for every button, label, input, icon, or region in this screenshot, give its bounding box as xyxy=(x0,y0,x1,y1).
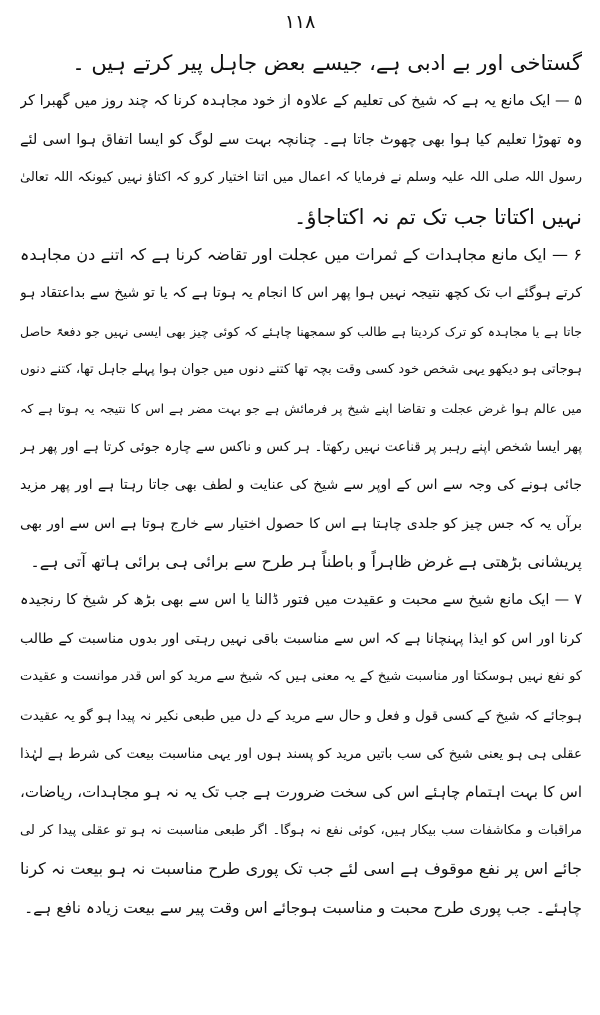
text-line: مراقبات و مکاشفات سب بیکار ہیں، کوئی نفع نہ ہوگا۔ اگر طبعی مناسبت نہ ہو تو عقلی پیدا کر لی xyxy=(20,822,582,838)
text-line: جائی ہونے کی وجہ سے اس کے اوپر سے شیخ کی عنایت و لطف بھی جاتا رہتا ہے اور پھر مزید xyxy=(20,477,582,494)
text-line: جاتا ہے یا مجاہدہ کو ترک کردیتا ہے طالب کو سمجھنا چاہئے کہ کوئی چیز بھی ایسی نہیں جو دفعۃً حاصل xyxy=(20,323,582,339)
text-line: کرنا اور اس کو ایذا پہنچانا ہے کہ اس سے مناسبت باقی نہیں رہتی اور بدوں مناسبت کے طالب xyxy=(20,630,582,647)
text-line: پریشانی بڑھتی ہے غرض ظاہراً و باطناً ہر طرح سے برائی ہی برائی ہاتھ آتی ہے۔ xyxy=(30,552,582,572)
body-text xyxy=(20,44,582,927)
text-line: ۷ — ایک مانع شیخ سے محبت و عقیدت میں فتور ڈالنا یا اس سے بھی بڑھ کر شیخ کا رنجیدہ xyxy=(20,592,582,609)
text-line: وہ تھوڑا تعلیم کیا ہوا بھی چھوٹ جاتا ہے۔ چنانچہ بہت سے لوگ کو ایسا اتفاق ہوا اسی لئے xyxy=(20,131,582,148)
text-line: ہوجاتی ہو دیکھو یہی شخص خود کسی وقت بچہ تھا کتنے دنوں میں جوان ہوا پہلے جاہل تھا، کتنے دنوں xyxy=(20,362,582,378)
text-line: برآں یہ کہ جس چیز کو جلدی چاہتا ہے اس کا حصول اختیار سے خارج ہوتا ہے اس سے اور بھی xyxy=(20,515,582,532)
text-line: چاہئے۔ جب پوری طرح محبت و مناسبت ہوجائے اس وقت پیر سے بیعت زیادہ نافع ہے۔ xyxy=(24,898,582,917)
page-number: ۱۱۸ xyxy=(284,11,316,33)
text-line: جائے اس پر نفع موقوف ہے اسی لئے جب تک پوری طرح مناسبت نہ ہو بیعت نہ کرنا xyxy=(20,859,582,879)
text-line: عقلی ہی ہو یعنی شیخ کی سب باتیں مرید کو پسند ہوں اور یہی مناسبت بیعت کی شرط ہے لہٰذا xyxy=(20,746,582,763)
text-line: ۶ — ایک مانع مجاہدات کے ثمرات میں عجلت اور تقاضہ کرنا ہے کہ اتنے دن مجاہدہ xyxy=(20,244,582,264)
text-line: میں عالم ہوا غرض عجلت و تقاضا اپنے شیخ پر فرمائش ہے جو بہت مضر ہے اس کا نتیجہ یہ ہوتا ہے کہ xyxy=(20,400,582,416)
text-line: ہوجائے کہ شیخ کے کسی قول و فعل و حال سے مرید کے دل میں طبعی نکیر نہ پیدا ہو گو یہ عقیدت xyxy=(20,707,582,724)
text-line: نہیں اکتاتا جب تک تم نہ اکتاجاؤ۔ xyxy=(294,204,582,229)
text-line: کرتے ہوگئے اب تک کچھ نتیجہ نہیں ہوا پھر اس کا انجام یہ ہوتا ہے کہ یا تو شیخ سے بداعتقاد ہو xyxy=(20,285,582,302)
text-line: رسول اللہ صلی اللہ علیہ وسلم نے فرمایا کہ اعمال میں اتنا اختیار کرو کہ اکتاؤ نہیں کیونکہ اللہ تعالیٰ xyxy=(20,170,582,186)
text-line: ۵ — ایک مانع یہ ہے کہ شیخ کی تعلیم کے علاوہ از خود مجاہدہ کرنا کہ چند روز میں گھبرا کر xyxy=(20,93,582,110)
text-line: پھر ایسا شخص اپنے رہبر پر قناعت نہیں رکھتا۔ ہر کس و ناکس سے چارہ جوئی کرتا ہے اور پھر ہر xyxy=(20,438,582,455)
text-line: گستاخی اور بے ادبی ہے، جیسے بعض جاہل پیر کرتے ہیں ۔ xyxy=(72,51,582,75)
text-line: کو نفع نہیں ہوسکتا اور مناسبت شیخ کے یہ معنی ہیں کہ شیخ سے مرید کو اس قدر موانست و عقیدت xyxy=(20,669,582,685)
text-line: اس کا بہت اہتمام چاہئے اس کی سخت ضرورت ہے جب تک یہ نہ ہو مجاہدات، ریاضات، xyxy=(20,783,582,802)
